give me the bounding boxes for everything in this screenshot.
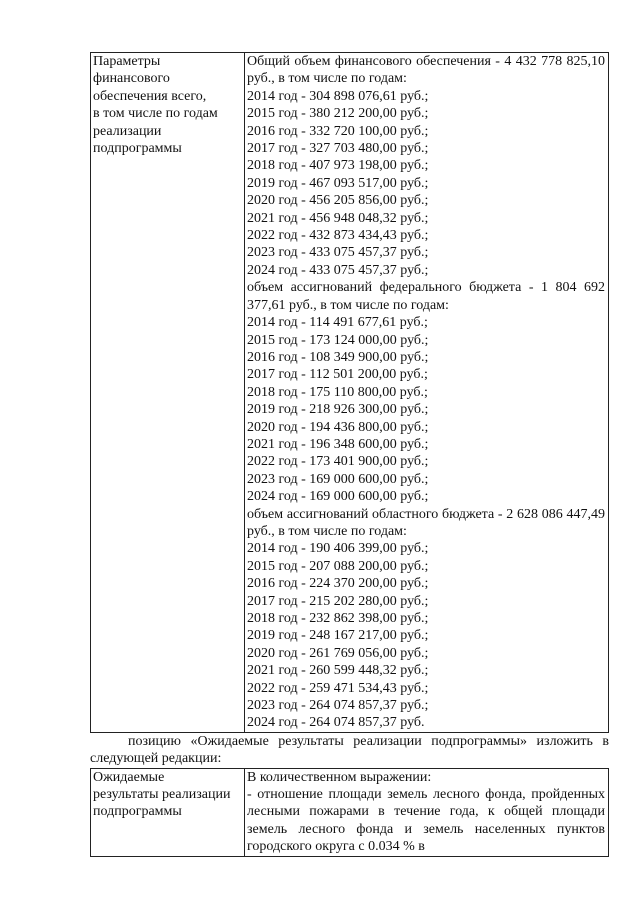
federal-intro: объем ассигнований федерального бюджета - 1 804 692 377,61 руб., в том числе по годам: [247, 280, 605, 313]
financing-label-cell [91, 53, 245, 733]
financing-label-line: реализации [93, 123, 162, 139]
federal-years-list [247, 314, 605, 505]
year-amount-line: 2023 год - 169 000 600,00 руб.; [247, 471, 429, 487]
year-amount-line: 2020 год - 194 436 800,00 руб.; [247, 419, 429, 435]
year-amount-line: 2017 год - 112 501 200,00 руб.; [247, 367, 428, 383]
year-amount-line: 2022 год - 259 471 534,43 руб.; [247, 680, 429, 696]
total-intro: Общий объем финансового обеспечения - 4 432 778 825,10 руб., в том числе по годам: [247, 54, 605, 87]
regional-intro: объем ассигнований областного бюджета - 2 628 086 447,49 руб., в том числе по годам: [247, 506, 605, 539]
year-amount-line: 2024 год - 433 075 457,37 руб.; [247, 262, 429, 278]
results-label-line: результаты реализации [93, 787, 231, 803]
total-years-list [247, 88, 605, 279]
document-page [90, 52, 609, 857]
financing-row [91, 53, 609, 733]
results-label-line: Ожидаемые [93, 769, 165, 785]
year-amount-line: 2019 год - 467 093 517,00 руб.; [247, 175, 429, 191]
results-table [90, 768, 609, 857]
results-label-line: подпрограммы [93, 804, 182, 820]
year-amount-line: 2016 год - 332 720 100,00 руб.; [247, 123, 429, 139]
year-amount-line: 2019 год - 218 926 300,00 руб.; [247, 402, 429, 418]
year-amount-line: 2017 год - 327 703 480,00 руб.; [247, 141, 429, 157]
year-amount-line: 2017 год - 215 202 280,00 руб.; [247, 593, 429, 609]
year-amount-line: 2018 год - 407 973 198,00 руб.; [247, 158, 429, 174]
results-text: - отношение площади земель лесного фонда, пройденных лесными пожарами в течение года, к общей площади земель лесного фонда и земель населенных пунктов городского округа с 0.034 % в [247, 787, 605, 855]
year-amount-line: 2024 год - 264 074 857,37 руб. [247, 715, 425, 731]
year-amount-line: 2014 год - 190 406 399,00 руб.; [247, 541, 429, 557]
year-amount-line: 2018 год - 175 110 800,00 руб.; [247, 384, 428, 400]
year-amount-line: 2020 год - 261 769 056,00 руб.; [247, 645, 429, 661]
financing-label-line: в том числе по годам [93, 106, 218, 122]
year-amount-line: 2014 год - 114 491 677,61 руб.; [247, 315, 428, 331]
year-amount-line: 2024 год - 169 000 600,00 руб.; [247, 489, 429, 505]
year-amount-line: 2019 год - 248 167 217,00 руб.; [247, 628, 429, 644]
year-amount-line: 2022 год - 432 873 434,43 руб.; [247, 228, 429, 244]
financing-label-line: финансового [93, 71, 170, 87]
financing-content-cell [245, 53, 609, 733]
amendment-paragraph: позицию «Ожидаемые результаты реализации подпрограммы» изложить в следующей редакции: [90, 733, 609, 767]
year-amount-line: 2021 год - 260 599 448,32 руб.; [247, 663, 429, 679]
year-amount-line: 2015 год - 380 212 200,00 руб.; [247, 106, 429, 122]
year-amount-line: 2015 год - 207 088 200,00 руб.; [247, 558, 429, 574]
results-label-cell [91, 768, 245, 856]
year-amount-line: 2023 год - 433 075 457,37 руб.; [247, 245, 429, 261]
year-amount-line: 2015 год - 173 124 000,00 руб.; [247, 332, 429, 348]
financing-label-line: Параметры [93, 54, 161, 69]
regional-years-list [247, 540, 605, 731]
year-amount-line: 2021 год - 456 948 048,32 руб.; [247, 210, 429, 226]
year-amount-line: 2016 год - 108 349 900,00 руб.; [247, 349, 429, 365]
financing-label-line: подпрограммы [93, 141, 182, 157]
results-row [91, 768, 609, 856]
year-amount-line: 2020 год - 456 205 856,00 руб.; [247, 193, 429, 209]
year-amount-line: 2018 год - 232 862 398,00 руб.; [247, 611, 429, 626]
results-content-cell [245, 768, 609, 856]
year-amount-line: 2023 год - 264 074 857,37 руб.; [247, 698, 429, 714]
year-amount-line: 2021 год - 196 348 600,00 руб.; [247, 436, 429, 452]
year-amount-line: 2016 год - 224 370 200,00 руб.; [247, 576, 429, 592]
financing-label-line: обеспечения всего, [93, 88, 207, 104]
results-heading: В количественном выражении: [247, 769, 432, 785]
year-amount-line: 2022 год - 173 401 900,00 руб.; [247, 454, 429, 470]
year-amount-line: 2014 год - 304 898 076,61 руб.; [247, 88, 429, 104]
financing-table [90, 52, 609, 733]
